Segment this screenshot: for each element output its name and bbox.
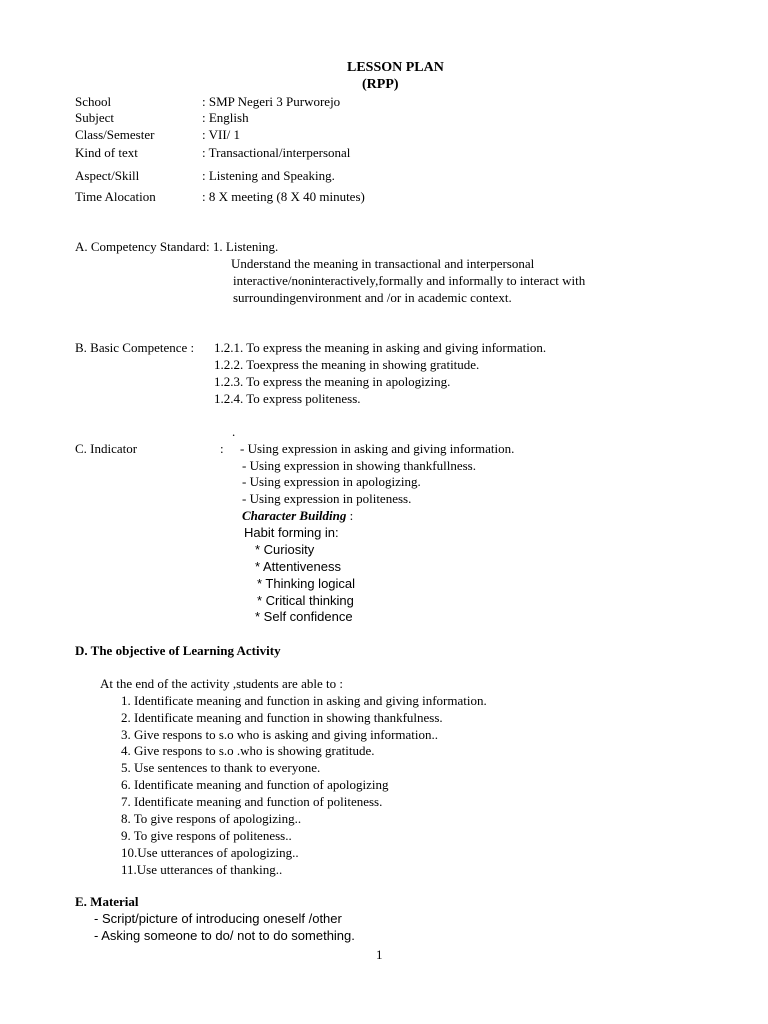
doc-title: LESSON PLAN	[347, 60, 444, 75]
objective-item: 2. Identificate meaning and function in showing thankfulness.	[121, 710, 443, 725]
character-building-colon: :	[349, 508, 354, 523]
competency-standard-line: Understand the meaning in transactional and interpersonal	[231, 256, 535, 271]
objective-item: 4. Give respons to s.o .who is showing gratitude.	[121, 743, 375, 758]
objective-item: 11.Use utterances of thanking..	[121, 862, 283, 877]
identity-value: : 8 X meeting (8 X 40 minutes)	[202, 189, 365, 204]
objective-item: 6. Identificate meaning and function of apologizing	[121, 777, 389, 792]
basic-competence-item: 1.2.3. To express the meaning in apologizing.	[214, 374, 451, 389]
objective-intro: At the end of the activity ,students are able to :	[100, 676, 343, 691]
page-number: 1	[376, 947, 383, 962]
character-building-label: Character Building	[242, 508, 347, 523]
competency-standard-label: A. Competency Standard: 1. Listening.	[75, 239, 279, 254]
habit-item: * Self confidence	[255, 609, 353, 624]
objective-heading: D. The objective of Learning Activity	[75, 643, 281, 658]
habit-label: Habit forming in:	[244, 525, 339, 540]
indicator-label: C. Indicator	[75, 441, 138, 456]
objective-item: 7. Identificate meaning and function of politeness.	[121, 794, 383, 809]
habit-item: * Curiosity	[255, 542, 315, 557]
indicator-colon: :	[220, 441, 224, 456]
material-heading: E. Material	[75, 894, 139, 909]
habit-item: * Attentiveness	[255, 559, 341, 574]
objective-item: 3. Give respons to s.o who is asking and giving information..	[121, 727, 439, 742]
competency-standard-line: interactive/noninteractively,formally and informally to interact with	[233, 273, 586, 288]
identity-value: : Listening and Speaking.	[202, 168, 335, 183]
identity-value: : VII/ 1	[202, 127, 241, 142]
basic-competence-label: B. Basic Competence :	[75, 340, 195, 355]
identity-label: Class/Semester	[75, 127, 155, 142]
character-building-heading	[242, 508, 353, 524]
material-item: - Script/picture of introducing oneself /other	[94, 911, 342, 926]
indicator-item: - Using expression in asking and giving information.	[240, 441, 515, 456]
stray-dot: .	[232, 424, 236, 439]
identity-label: Kind of text	[75, 145, 138, 160]
basic-competence-item: 1.2.2. Toexpress the meaning in showing gratitude.	[214, 357, 480, 372]
habit-item: * Thinking logical	[257, 576, 356, 591]
basic-competence-item: 1.2.1. To express the meaning in asking and giving information.	[214, 340, 547, 355]
identity-value: : Transactional/interpersonal	[202, 145, 351, 160]
identity-value: : SMP Negeri 3 Purworejo	[202, 94, 341, 109]
identity-label: Subject	[75, 110, 114, 125]
indicator-item: - Using expression in politeness.	[242, 491, 412, 506]
material-item: - Asking someone to do/ not to do something.	[94, 928, 355, 943]
indicator-item: - Using expression in apologizing.	[242, 474, 421, 489]
identity-label: School	[75, 94, 112, 109]
competency-standard-line: surroundingenvironment and /or in academic context.	[233, 290, 512, 305]
objective-item: 9. To give respons of politeness..	[121, 828, 292, 843]
doc-subtitle: (RPP)	[362, 77, 399, 92]
objective-item: 10.Use utterances of apologizing..	[121, 845, 299, 860]
objective-item: 1. Identificate meaning and function in asking and giving information.	[121, 693, 487, 708]
objective-item: 5. Use sentences to thank to everyone.	[121, 760, 321, 775]
identity-label: Aspect/Skill	[75, 168, 140, 183]
objective-item: 8. To give respons of apologizing..	[121, 811, 302, 826]
identity-value: : English	[202, 110, 249, 125]
identity-label: Time Alocation	[75, 189, 156, 204]
habit-item: * Critical thinking	[257, 593, 354, 608]
basic-competence-item: 1.2.4. To express politeness.	[214, 391, 361, 406]
indicator-item: - Using expression in showing thankfullness.	[242, 458, 476, 473]
